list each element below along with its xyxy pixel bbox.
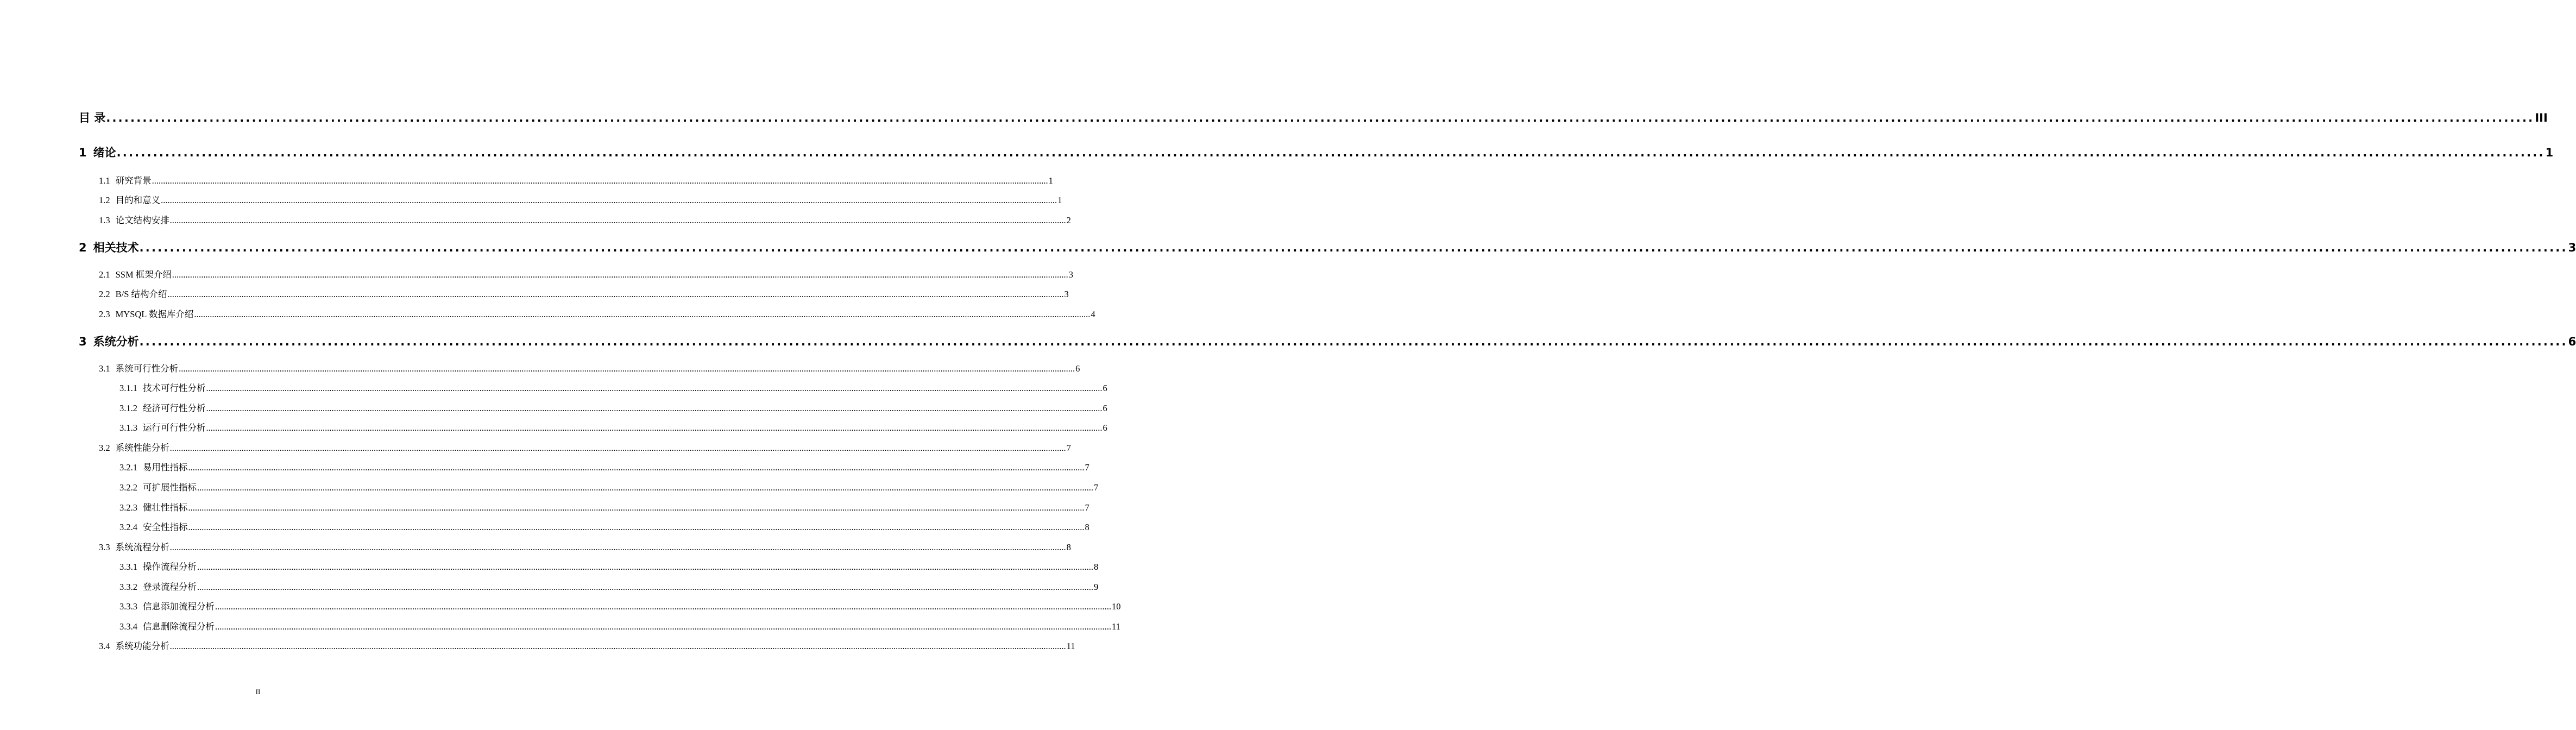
toc-leader-dots: ................................................................................................................................................................................................................................................................................................................................................................................................................ xyxy=(169,443,1066,453)
toc-entry-number: 1.2 xyxy=(99,195,110,205)
toc-entry-page: 7 xyxy=(1094,482,1099,493)
toc-entry-number: 1 xyxy=(79,146,87,159)
toc-entry-page: 6 xyxy=(1103,423,1107,433)
toc-entry-label xyxy=(99,307,193,320)
toc-leader-dots: ................................................................................................................................................................................................................................................................................................................................................................................................................ xyxy=(116,146,2545,159)
toc-leader-dots: ................................................................................................................................................................................................................................................................................................................................................................................................................ xyxy=(139,241,2568,254)
toc-entry[interactable] xyxy=(119,559,1099,572)
toc-entry-number: 3.2.1 xyxy=(119,462,137,473)
toc-entry-number: 3.3.1 xyxy=(119,562,137,572)
toc-entry-number: 2.1 xyxy=(99,269,110,280)
toc-entry-title: 系统性能分析 xyxy=(115,443,169,453)
toc-leader-dots: ................................................................................................................................................................................................................................................................................................................................................................................................................ xyxy=(197,562,1093,572)
toc-entry-title: 系统流程分析 xyxy=(115,542,169,552)
toc-entry-label xyxy=(119,480,197,493)
toc-entry[interactable] xyxy=(79,109,2548,125)
toc-entry-label xyxy=(119,599,215,612)
toc-entry-page: 9 xyxy=(1094,582,1099,592)
toc-leader-dots: ................................................................................................................................................................................................................................................................................................................................................................................................................ xyxy=(188,462,1085,473)
toc-entry-page: 6 xyxy=(1103,383,1107,393)
toc-entry-title: 安全性指标 xyxy=(143,522,188,532)
toc-leader-dots: ................................................................................................................................................................................................................................................................................................................................................................................................................ xyxy=(169,215,1066,225)
toc-entry-number: 3.2.4 xyxy=(119,522,137,532)
toc-leader-dots: ................................................................................................................................................................................................................................................................................................................................................................................................................ xyxy=(152,175,1048,186)
toc-entry-title: SSM 框架介绍 xyxy=(115,269,172,280)
toc-entry-label xyxy=(119,381,206,394)
toc-entry-label xyxy=(99,540,169,553)
toc-entry-label xyxy=(99,639,169,652)
toc-entry-title: 系统可行性分析 xyxy=(115,363,179,374)
toc-entry-number: 3.1.1 xyxy=(119,383,137,393)
toc-entry-number: 3.3.4 xyxy=(119,621,137,632)
toc-leader-dots: ................................................................................................................................................................................................................................................................................................................................................................................................................ xyxy=(188,502,1085,513)
toc-entry-number: 3.1 xyxy=(99,363,110,374)
toc-entry-title: MYSQL 数据库介绍 xyxy=(115,309,194,319)
toc-entry-page: 11 xyxy=(1066,641,1075,651)
toc-entry-page: 2 xyxy=(1066,215,1071,225)
toc-entry-title: 健壮性指标 xyxy=(143,502,188,513)
toc-leader-dots: ................................................................................................................................................................................................................................................................................................................................................................................................................ xyxy=(169,542,1066,552)
page-footer-number: II xyxy=(255,688,261,696)
toc-entry-page: 3 xyxy=(1068,269,1074,280)
toc-entry-label xyxy=(119,520,188,533)
toc-leader-dots: ................................................................................................................................................................................................................................................................................................................................................................................................................ xyxy=(179,363,1075,374)
toc-entry-label xyxy=(119,420,206,433)
toc-entry-label xyxy=(99,173,152,186)
toc-entry-number: 1.3 xyxy=(99,215,110,225)
toc-entry-title: 论文结构安排 xyxy=(115,215,169,225)
toc-entry-page: 7 xyxy=(1085,462,1089,473)
toc-entry[interactable] xyxy=(119,460,1089,473)
toc-entry-title: 研究背景 xyxy=(115,175,152,186)
toc-entry-label xyxy=(79,109,105,125)
toc-entry-page: 8 xyxy=(1094,562,1099,572)
toc-entry-label xyxy=(99,213,169,226)
toc-entry-label xyxy=(99,193,160,206)
toc-entry[interactable] xyxy=(119,599,1121,612)
toc-entry[interactable] xyxy=(79,239,2576,255)
toc-entry-title: 经济可行性分析 xyxy=(143,403,206,413)
toc-entry-title: 信息删除流程分析 xyxy=(143,621,215,632)
toc-entry[interactable] xyxy=(119,420,1107,433)
toc-entry-title: 技术可行性分析 xyxy=(143,383,206,393)
toc-entry-title: 系统功能分析 xyxy=(115,641,169,651)
toc-entry-page: 6 xyxy=(1103,403,1107,413)
toc-entry-title: B/S 结构介绍 xyxy=(115,289,167,299)
toc-leader-dots: ................................................................................................................................................................................................................................................................................................................................................................................................................ xyxy=(161,195,1057,205)
toc-entry[interactable] xyxy=(99,213,1071,226)
toc-entry-label xyxy=(119,619,215,632)
toc-entry[interactable] xyxy=(119,619,1120,632)
toc-leader-dots: ................................................................................................................................................................................................................................................................................................................................................................................................................ xyxy=(139,335,2568,348)
toc-entry-number: 3.4 xyxy=(99,641,110,651)
toc-entry[interactable] xyxy=(99,193,1062,206)
toc-entry-page: 6 xyxy=(1075,363,1080,374)
toc-entry[interactable] xyxy=(119,520,1089,533)
toc-entry-number: 2 xyxy=(79,241,87,254)
toc-entry-page: 7 xyxy=(1085,502,1089,513)
toc-entry-label xyxy=(119,580,197,593)
toc-leader-dots: ................................................................................................................................................................................................................................................................................................................................................................................................................ xyxy=(172,269,1068,280)
toc-entry-number: 2.3 xyxy=(99,309,110,319)
toc-entry-title: 信息添加流程分析 xyxy=(143,601,215,612)
toc-leader-dots: ................................................................................................................................................................................................................................................................................................................................................................................................................ xyxy=(197,482,1093,493)
toc-entry[interactable] xyxy=(119,480,1099,493)
toc-entry-number: 1.1 xyxy=(99,175,110,186)
toc-entry-number: 3.1.3 xyxy=(119,423,137,433)
toc-entry-number: 3.3 xyxy=(99,542,110,552)
toc-entry[interactable] xyxy=(99,540,1071,553)
toc-entry-title: 相关技术 xyxy=(93,241,139,254)
toc-entry-page: 7 xyxy=(1066,443,1071,453)
toc-entry-title: 目 录 xyxy=(79,111,106,124)
toc-leader-dots: ................................................................................................................................................................................................................................................................................................................................................................................................................ xyxy=(206,383,1103,393)
toc-entry-number: 3.2 xyxy=(99,443,110,453)
toc-entry-page: 4 xyxy=(1091,309,1095,319)
toc-entry[interactable] xyxy=(119,381,1107,394)
toc-entry-number: 3 xyxy=(79,335,87,348)
toc-leader-dots: ................................................................................................................................................................................................................................................................................................................................................................................................................ xyxy=(206,423,1103,433)
toc-entry-title: 绪论 xyxy=(93,146,116,159)
toc-entry-page: 6 xyxy=(2568,335,2576,348)
toc-entry-label xyxy=(119,460,188,473)
toc-entry[interactable] xyxy=(99,307,1095,320)
toc-entry-number: 2.2 xyxy=(99,289,110,299)
toc-leader-dots: ................................................................................................................................................................................................................................................................................................................................................................................................................ xyxy=(206,403,1103,413)
toc-entry-title: 登录流程分析 xyxy=(143,582,197,592)
toc-entry-page: 11 xyxy=(1112,621,1120,632)
toc-leader-dots: ................................................................................................................................................................................................................................................................................................................................................................................................................ xyxy=(215,601,1111,612)
toc-entry-title: 目的和意义 xyxy=(115,195,161,205)
toc-entry-page: 8 xyxy=(1085,522,1089,532)
toc-entry-page: 3 xyxy=(1064,289,1069,299)
toc-entry-number: 3.2.2 xyxy=(119,482,137,493)
toc-entry[interactable] xyxy=(99,639,1075,652)
toc-leader-dots: ................................................................................................................................................................................................................................................................................................................................................................................................................ xyxy=(167,289,1064,299)
toc-entry-number: 3.2.3 xyxy=(119,502,137,513)
toc-entry-label xyxy=(119,559,197,572)
toc-entry-label xyxy=(79,239,139,255)
toc-entry-label xyxy=(99,440,169,454)
toc-entry-page: 10 xyxy=(1112,601,1121,612)
toc-entry[interactable] xyxy=(99,440,1071,454)
toc-leader-dots: ................................................................................................................................................................................................................................................................................................................................................................................................................ xyxy=(188,522,1085,532)
toc-entry-label xyxy=(119,401,206,414)
toc-entry-label xyxy=(99,287,167,300)
toc-entry-label xyxy=(99,267,172,280)
toc-leader-dots: ................................................................................................................................................................................................................................................................................................................................................................................................................ xyxy=(169,641,1066,651)
toc-entry[interactable] xyxy=(99,361,1080,374)
toc-entry-page: 1 xyxy=(1057,195,1062,205)
toc-entry-title: 易用性指标 xyxy=(143,462,188,473)
toc-entry-title: 系统分析 xyxy=(93,335,139,348)
toc-entry-title: 操作流程分析 xyxy=(143,562,197,572)
toc-entry-page: 3 xyxy=(2568,241,2576,254)
toc-entry-label xyxy=(119,500,188,513)
toc-entry-page: 1 xyxy=(1048,175,1053,186)
toc-entry[interactable] xyxy=(119,401,1107,414)
toc-entry[interactable] xyxy=(119,580,1099,593)
toc-entry-number: 3.1.2 xyxy=(119,403,137,413)
toc-entry[interactable] xyxy=(79,333,2576,349)
toc-entry-page: 1 xyxy=(2545,146,2554,159)
toc-entry[interactable] xyxy=(99,287,1069,300)
toc-entry-label xyxy=(99,361,178,374)
toc-entry-title: 可扩展性指标 xyxy=(143,482,197,493)
toc-leader-dots: ................................................................................................................................................................................................................................................................................................................................................................................................................ xyxy=(215,621,1111,632)
toc-leader-dots: ................................................................................................................................................................................................................................................................................................................................................................................................................ xyxy=(106,111,2535,124)
toc-entry[interactable] xyxy=(79,144,2554,160)
toc-leader-dots: ................................................................................................................................................................................................................................................................................................................................................................................................................ xyxy=(197,582,1093,592)
toc-entry[interactable] xyxy=(119,500,1089,513)
toc-entry-number: 3.3.3 xyxy=(119,601,137,612)
toc-entry-number: 3.3.2 xyxy=(119,582,137,592)
toc-entry-page: III xyxy=(2535,111,2548,124)
toc-entry-label xyxy=(79,333,139,349)
toc-entry-label xyxy=(79,144,116,160)
toc-entry-title: 运行可行性分析 xyxy=(143,423,206,433)
toc-entry-page: 8 xyxy=(1066,542,1071,552)
toc-entry[interactable] xyxy=(99,173,1053,186)
toc-leader-dots: ................................................................................................................................................................................................................................................................................................................................................................................................................ xyxy=(194,309,1091,319)
toc-entry[interactable] xyxy=(99,267,1074,280)
